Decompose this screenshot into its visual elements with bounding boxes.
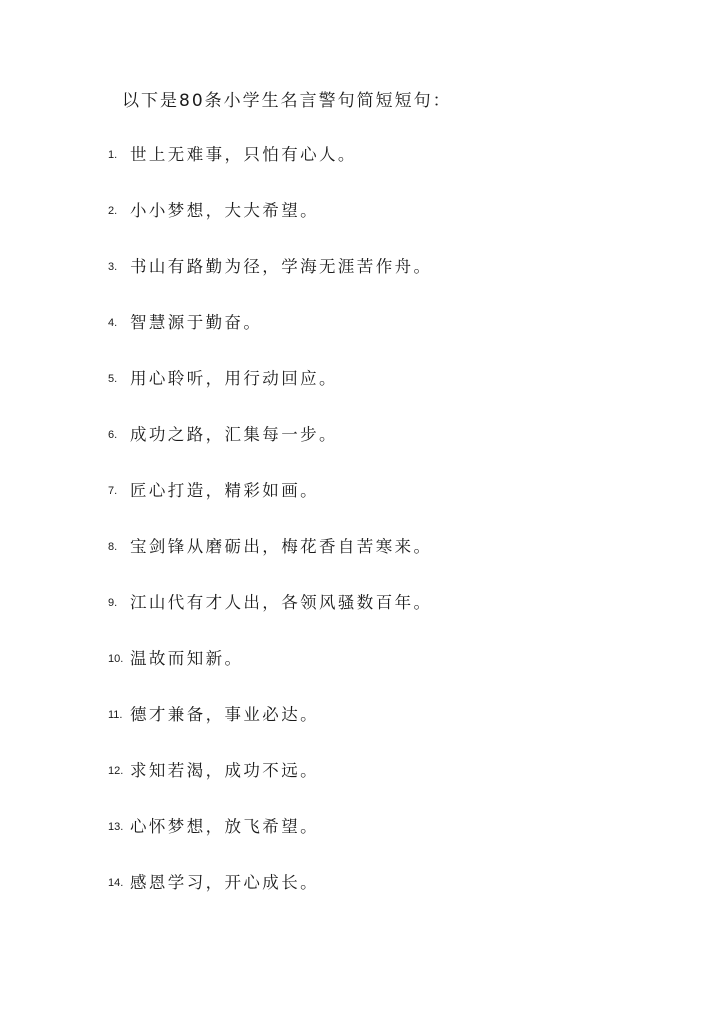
list-item [108,812,432,868]
item-number: 6. [108,429,118,441]
item-number: 9. [108,597,118,609]
item-number: 7. [108,485,118,497]
item-text: 心怀梦想，放飞希望。 [130,817,319,836]
item-text: 成功之路，汇集每一步。 [130,425,338,444]
item-number: 10. [108,653,124,665]
list-item [108,420,432,476]
item-text: 德才兼备，事业必达。 [130,705,319,724]
item-number: 3. [108,261,118,273]
item-text: 温故而知新。 [130,649,244,668]
item-text: 求知若渴，成功不远。 [130,761,319,780]
item-text: 小小梦想，大大希望。 [130,201,319,220]
item-text: 用心聆听，用行动回应。 [130,369,338,388]
item-text: 书山有路勤为径，学海无涯苦作舟。 [130,257,433,276]
list-item [108,644,432,700]
item-number: 11. [108,709,123,721]
list-item [108,588,432,644]
intro-line: 以下是80条小学生名言警句简短短句： [122,91,452,111]
item-number: 4. [108,317,118,329]
item-number: 2. [108,205,118,217]
item-text: 宝剑锋从磨砺出，梅花香自苦寒来。 [130,537,433,556]
item-number: 1. [108,149,118,161]
list-item [108,700,432,756]
item-text: 世上无难事，只怕有心人。 [130,145,357,164]
item-number: 12. [108,765,124,777]
quote-list [108,140,432,924]
list-item [108,532,432,588]
list-item [108,756,432,812]
list-item [108,364,432,420]
item-number: 13. [108,821,124,833]
item-number: 5. [108,373,118,385]
item-number: 8. [108,541,118,553]
item-text: 智慧源于勤奋。 [130,313,263,332]
list-item [108,196,432,252]
list-item [108,140,432,196]
list-item [108,868,432,924]
item-text: 感恩学习，开心成长。 [130,873,319,892]
list-item [108,252,432,308]
list-item [108,308,432,364]
item-text: 江山代有才人出，各领风骚数百年。 [130,593,433,612]
item-text: 匠心打造，精彩如画。 [130,481,319,500]
item-number: 14. [108,877,124,889]
list-item [108,476,432,532]
